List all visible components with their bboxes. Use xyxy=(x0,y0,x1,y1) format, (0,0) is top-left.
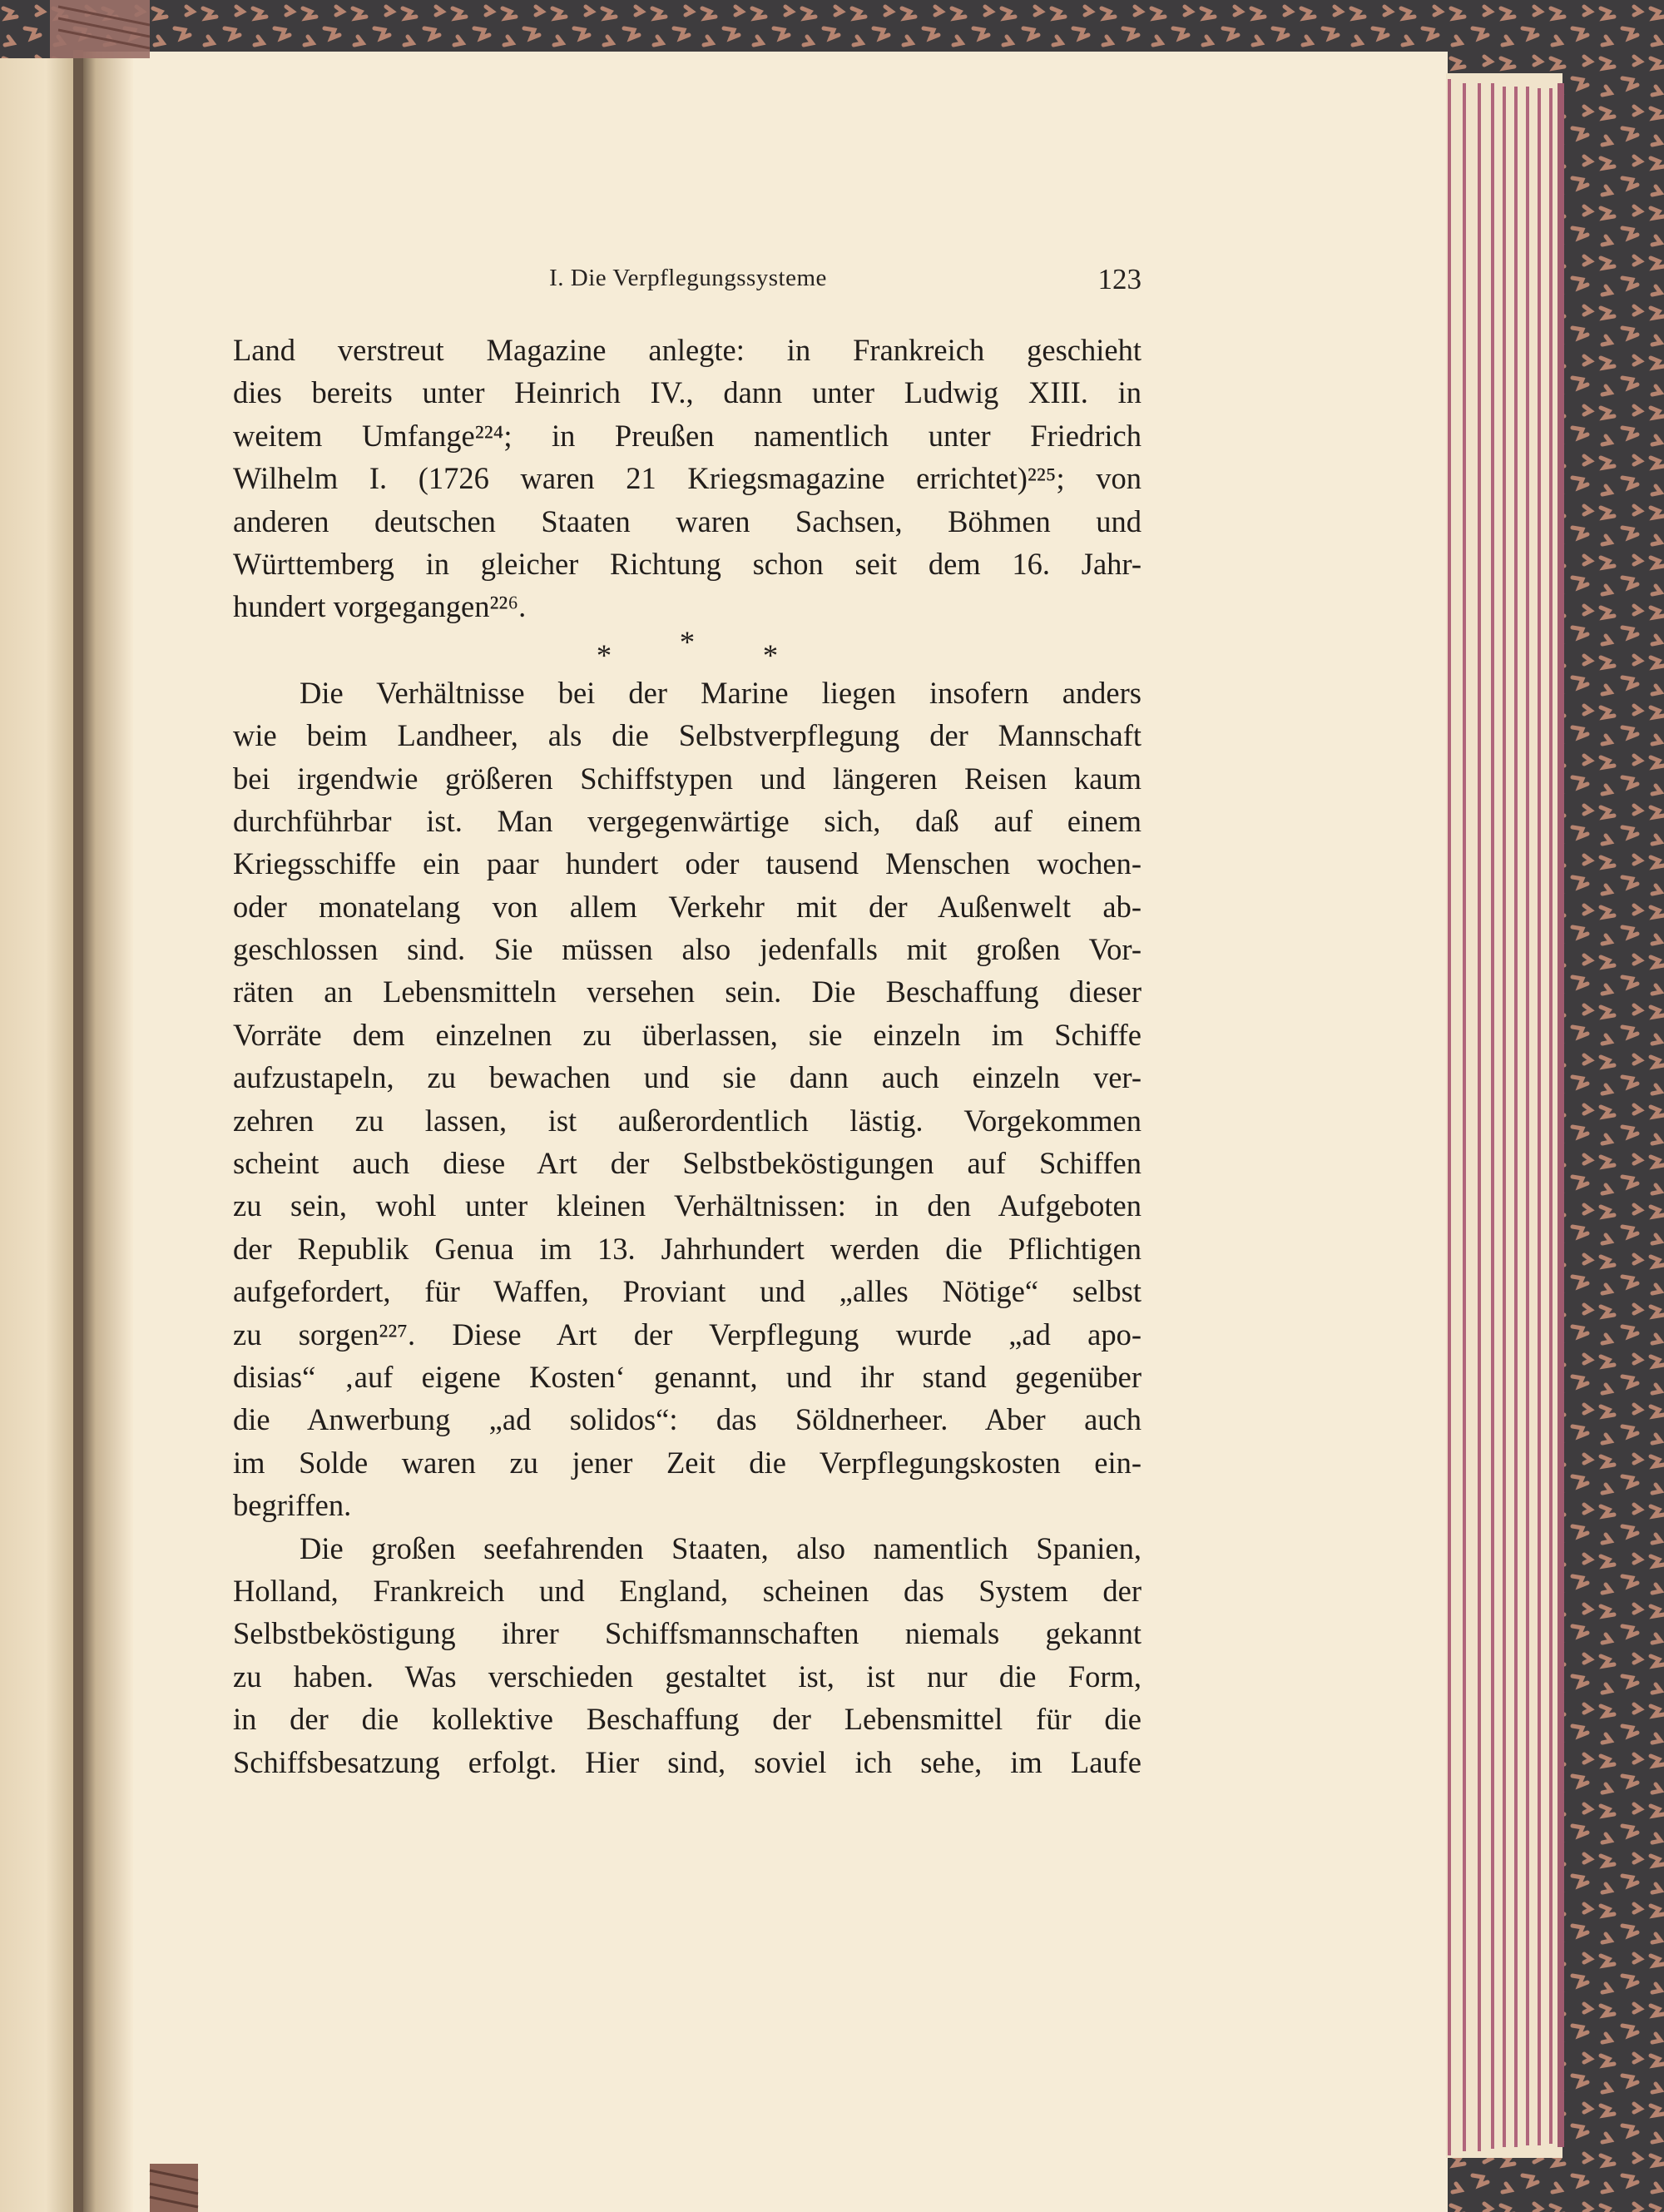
text-line: aufgefordert, für Waffen, Proviant und „alles Nötige“ selbst xyxy=(233,1274,1142,1309)
paragraph-3 xyxy=(233,1527,1142,1783)
text-line: zu haben. Was verschieden gestaltet ist, ist nur die Form, xyxy=(233,1659,1142,1694)
running-title: I. Die Verpflegungssysteme xyxy=(549,265,827,291)
text-line: Schiffsbesatzung erfolgt. Hier sind, soviel ich sehe, im Laufe xyxy=(233,1744,1142,1779)
text-line: Holland, Frankreich und England, scheinen das System der xyxy=(233,1573,1142,1608)
text-line: räten an Lebensmitteln versehen sein. Die Beschaffung dieser xyxy=(233,975,1142,1009)
text-line: oder monatelang von allem Verkehr mit der Außenwelt ab- xyxy=(233,889,1142,924)
text-line: Wilhelm I. (1726 waren 21 Kriegsmagazine errichtet)²²⁵; von xyxy=(233,461,1142,496)
section-separator xyxy=(233,624,1142,672)
text-line: der Republik Genua im 13. Jahrhundert werden die Pflichtigen xyxy=(233,1231,1142,1266)
text-line: hundert vorgegangen²²⁶. xyxy=(233,589,527,624)
running-head xyxy=(235,265,1142,301)
asterisk: * xyxy=(596,637,612,672)
text-line: die Anwerbung „ad solidos“: das Söldnerheer. Aber auch xyxy=(233,1402,1142,1437)
text-line: dies bereits unter Heinrich IV., dann unter Ludwig XIII. in xyxy=(233,375,1142,410)
text-line: wie beim Landheer, als die Selbstverpflegung der Mannschaft xyxy=(233,718,1142,753)
body-text xyxy=(233,329,1142,1783)
text-line: Die Verhältnisse bei der Marine liegen insofern anders xyxy=(300,675,1142,710)
text-line: zu sein, wohl unter kleinen Verhältnissen: in den Aufgeboten xyxy=(233,1188,1142,1223)
text-line: anderen deutschen Staaten waren Sachsen, Böhmen und xyxy=(233,503,1142,538)
text-line: disias“ ‚auf eigene Kosten‘ genannt, und ihr stand gegenüber xyxy=(233,1359,1142,1394)
text-line: Kriegsschiffe ein paar hundert oder tausend Menschen wochen- xyxy=(233,846,1142,881)
text-line: in der die kollektive Beschaffung der Lebensmittel für die xyxy=(233,1702,1142,1737)
asterisk: * xyxy=(762,637,779,672)
text-line: zu sorgen²²⁷. Diese Art der Verpflegung wurde „ad apo- xyxy=(233,1317,1142,1352)
text-line: scheint auch diese Art der Selbstbeköstigungen auf Schiffen xyxy=(233,1146,1142,1181)
text-line: Vorräte dem einzelnen zu überlassen, sie einzeln im Schiffe xyxy=(233,1017,1142,1052)
paragraph-2 xyxy=(233,672,1142,1527)
text-line: bei irgendwie größeren Schiffstypen und längeren Reisen kaum xyxy=(233,761,1142,796)
text-line: zehren zu lassen, ist außerordentlich lästig. Vorgekommen xyxy=(233,1103,1142,1138)
paragraph-1 xyxy=(233,329,1142,628)
page-number: 123 xyxy=(1097,263,1142,295)
text-line: Selbstbeköstigung ihrer Schiffsmannschaften niemals gekannt xyxy=(233,1616,1142,1651)
text-line: Württemberg in gleicher Richtung schon seit dem 16. Jahr- xyxy=(233,546,1142,581)
text-line: aufzustapeln, zu bewachen und sie dann auch einzeln ver- xyxy=(233,1060,1142,1095)
text-line: begriffen. xyxy=(233,1488,352,1523)
asterisk: * xyxy=(679,624,696,659)
text-line: geschlossen sind. Sie müssen also jedenfalls mit großen Vor- xyxy=(233,932,1142,967)
text-line: Land verstreut Magazine anlegte: in Frankreich geschieht xyxy=(233,333,1142,367)
text-line: weitem Umfange²²⁴; in Preußen namentlich unter Friedrich xyxy=(233,418,1142,453)
text-line: durchführbar ist. Man vergegenwärtige sich, daß auf einem xyxy=(233,803,1142,838)
text-line: im Solde waren zu jener Zeit die Verpflegungskosten ein- xyxy=(233,1445,1142,1480)
text-line: Die großen seefahrenden Staaten, also namentlich Spanien, xyxy=(300,1530,1142,1565)
